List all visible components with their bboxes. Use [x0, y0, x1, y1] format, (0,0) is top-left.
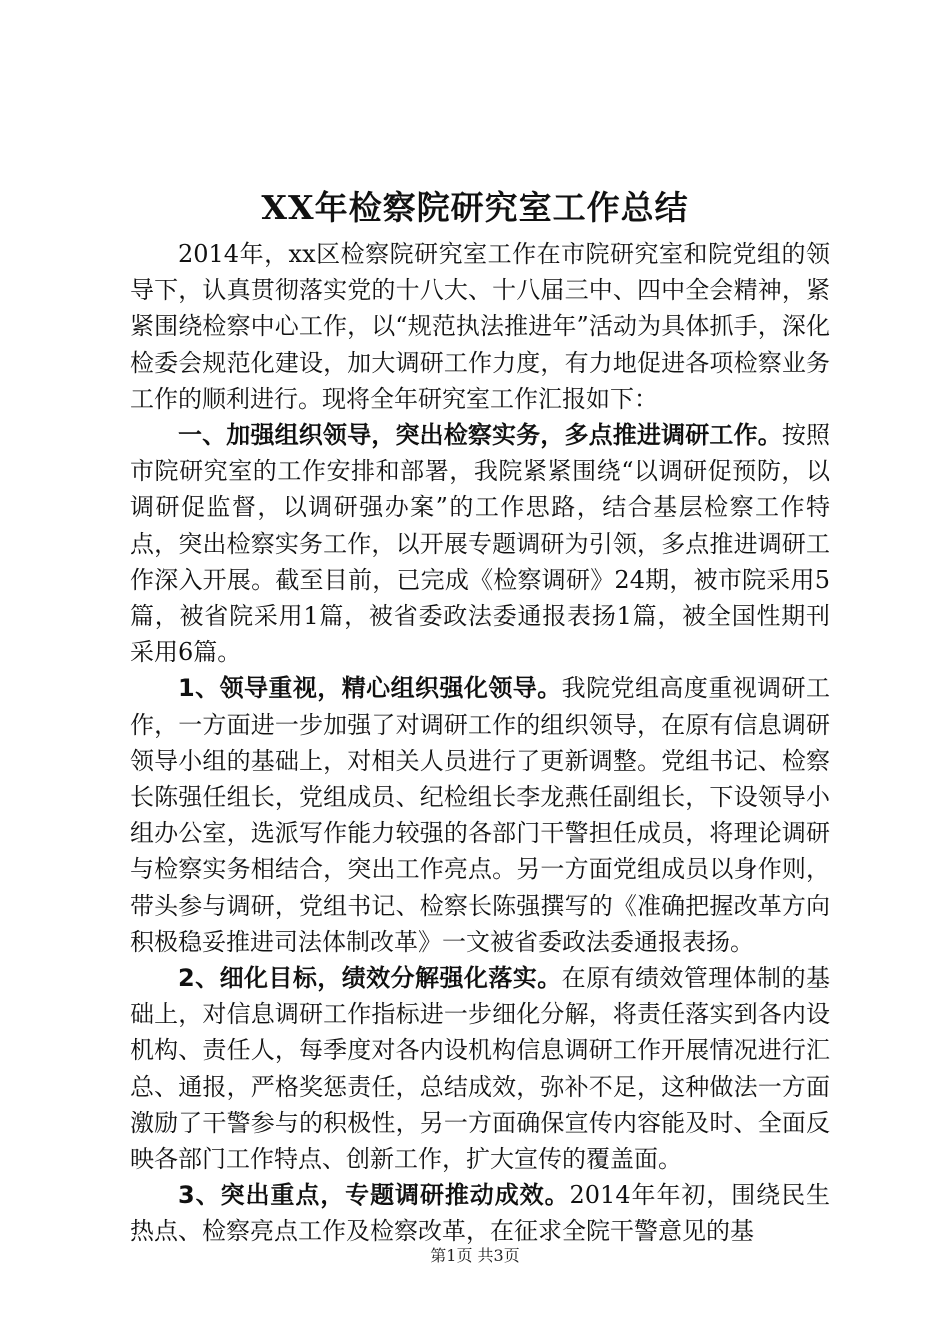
intro-paragraph [130, 236, 830, 417]
paragraph-text: 2014年年初，围绕民生热点、检察亮点工作及检察改革，在征求全院干警意见的基 [130, 1181, 830, 1246]
paragraph-text: 2014年，xx区检察院研究室工作在市院研究室和院党组的领导下，认真贯彻落实党的十八大、十八届三中、四中全会精神，紧紧围绕检察中心工作，以“规范执法推进年”活动为具体抓手，深化检委会规范化建设，加大调研工作力度，有力地促进各项检察业务工作的顺利进行。现将全年研究室工作汇报如下： [130, 240, 830, 413]
paragraph-text: 我院党组高度重视调研工作，一方面进一步加强了对调研工作的组织领导，在原有信息调研领导小组的基础上，对相关人员进行了更新调整。党组书记、检察长陈强任组长，党组成员、纪检组长李龙燕任副组长，下设领导小组办公室，选派写作能力较强的各部门干警担任成员，将理论调研与检察实务相结合，突出工作亮点。另一方面党组成员以身作则，带头参与调研，党组书记、检察长陈强撰写的《准确把握改革方向积极稳妥推进司法体制改革》一文被省委政法委通报表扬。 [130, 674, 831, 956]
section-one-paragraph [130, 417, 830, 670]
item-heading: 1、领导重视，精心组织强化领导。 [178, 674, 562, 703]
paragraph-text: 在原有绩效管理体制的基础上，对信息调研工作指标进一步细化分解，将责任落实到各内设机构、责任人，每季度对各内设机构信息调研工作开展情况进行汇总、通报，严格奖惩责任，总结成效，弥补不足，这种做法一方面激励了干警参与的积极性，另一方面确保宣传内容能及时、全面反映各部门工作特点、创新工作，扩大宣传的覆盖面。 [130, 964, 831, 1174]
item-one-paragraph [130, 670, 830, 960]
item-three-paragraph [130, 1177, 830, 1249]
section-heading: 一、加强组织领导，突出检察实务，多点推进调研工作。 [178, 421, 782, 450]
page-footer: 第1页 共3页 [430, 1246, 520, 1265]
item-heading: 2、细化目标，绩效分解强化落实。 [178, 964, 562, 993]
document-title: XX年检察院研究室工作总结 [261, 188, 689, 227]
paragraph-text: 按照市院研究室的工作安排和部署，我院紧紧围绕“以调研促预防，以调研促监督，以调研强办案”的工作思路，结合基层检察工作特点，突出检察实务工作，以开展专题调研为引领，多点推进调研工作深入开展。截至目前，已完成《检察调研》24期，被市院采用5篇，被省院采用1篇，被省委政法委通报表扬1篇，被全国性期刊采用6篇。 [130, 421, 831, 667]
document-body [130, 236, 830, 1250]
item-heading: 3、突出重点，专题调研推动成效。 [178, 1181, 570, 1210]
item-two-paragraph [130, 960, 830, 1177]
